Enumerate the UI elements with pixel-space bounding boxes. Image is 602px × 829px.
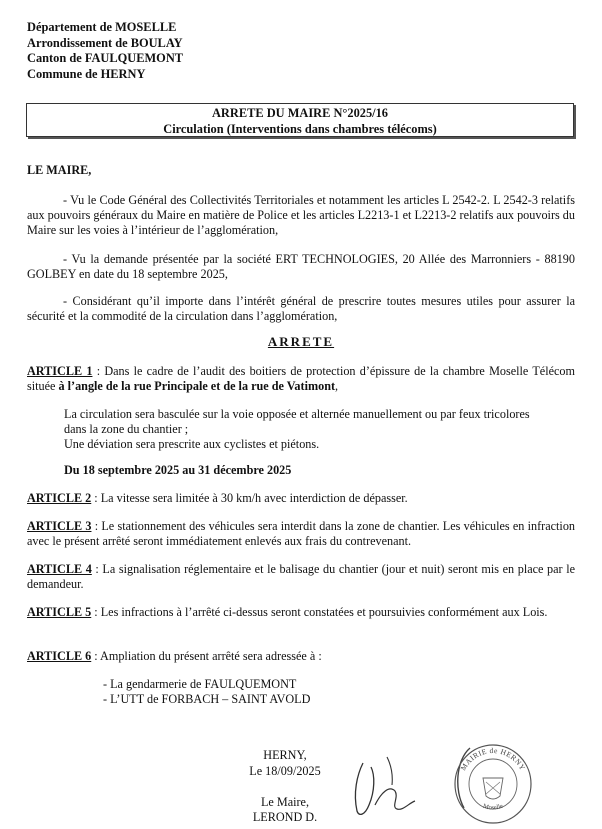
signature-role: Le Maire, — [260, 795, 310, 809]
article-4-label: ARTICLE 4 — [27, 562, 92, 576]
article-1-text: : Dans le cadre de l’audit des boitiers de protection d’épissure de la chambre Moselle Télécom située — [27, 364, 575, 393]
header-commune: Commune de HERNY — [27, 66, 146, 81]
article-1 — [27, 364, 575, 394]
article-5-text: : Les infractions à l’arrêté ci-dessus seront constatées et poursuivies conformément aux Lois. — [91, 605, 548, 619]
signature-place: HERNY, — [263, 748, 307, 762]
visa-1: - Vu le Code Général des Collectivités Territoriales et notamment les articles L 2542-2. L 2542-3 relatifs aux pouvoirs généraux du Maire en matière de Police et les articles L2213-1 et L2213-2 relatifs aux pouvoirs du Maire sur les voies à l’intérieur de l’agglomération, — [27, 193, 575, 237]
article-6-text: : Ampliation du présent arrêté sera adressée à : — [91, 649, 322, 663]
article-1-deviation: Une déviation sera prescrite aux cyclistes et piétons. — [64, 437, 320, 451]
article-2-label: ARTICLE 2 — [27, 491, 92, 505]
article-4 — [27, 562, 575, 592]
visa-2: - Vu la demande présentée par la société ERT TECHNOLOGIES, 20 Allée des Marronniers - 88190 GOLBEY en date du 18 septembre 2025, — [27, 252, 575, 281]
article-1-end: , — [335, 379, 339, 393]
decree-number: ARRETE DU MAIRE N°2025/16 — [211, 106, 389, 120]
article-5-label: ARTICLE 5 — [27, 605, 92, 619]
article-4-text: : La signalisation réglementaire et le balisage du chantier (jour et nuit) seront mis en place par le demandeur. — [27, 562, 575, 591]
article-1-location: à l’angle de la rue Principale et de la rue de Vatimont — [58, 379, 336, 393]
article-1-dates: Du 18 septembre 2025 au 31 décembre 2025 — [64, 463, 292, 477]
article-6-label: ARTICLE 6 — [27, 649, 92, 663]
recipient-gendarmerie: - La gendarmerie de FAULQUEMONT — [103, 677, 297, 691]
header-arrondissement: Arrondissement de BOULAY — [27, 35, 183, 50]
article-6 — [27, 649, 575, 664]
le-maire-heading: LE MAIRE, — [27, 163, 92, 177]
article-1-traffic: La circulation sera basculée sur la voie opposée et alternée manuellement ou par feux tricolores dans la zone du chantier ; — [64, 407, 530, 436]
article-2-text: : La vitesse sera limitée à 30 km/h avec interdiction de dépasser. — [91, 491, 408, 505]
header-department: Département de MOSELLE — [27, 20, 177, 34]
arrete-heading: ARRETE — [267, 334, 335, 349]
article-2 — [27, 491, 575, 506]
visa-3: - Considérant qu’il importe dans l’intérêt général de prescrire toutes mesures utiles pour assurer la sécurité et la commodité de la circulation dans l’agglomération, — [27, 294, 575, 323]
article-3 — [27, 519, 575, 549]
signature-date: Le 18/09/2025 — [249, 764, 321, 778]
title-box — [26, 103, 574, 137]
article-3-label: ARTICLE 3 — [27, 519, 92, 533]
header-canton: Canton de FAULQUEMONT — [27, 51, 184, 65]
article-3-text: : Le stationnement des véhicules sera interdit dans la zone de chantier. Les véhicules en infraction avec le présent arrêté seront immédiatement enlevés aux frais du contrevenant. — [27, 519, 576, 548]
signature-name: LEROND D. — [252, 810, 318, 824]
administrative-header — [27, 20, 183, 82]
svg-text:Moselle — [482, 803, 504, 812]
mayor-signature — [335, 745, 435, 823]
decree-subject: Circulation (Interventions dans chambres télécoms) — [163, 121, 437, 136]
stamp-bottom-text: Moselle — [482, 802, 504, 812]
stamp-top-text: MAIRIE de HERNY — [458, 745, 528, 773]
article-5 — [27, 605, 575, 620]
town-hall-stamp — [450, 738, 536, 826]
article-1-label: ARTICLE 1 — [27, 364, 93, 378]
recipient-utt: - L’UTT de FORBACH – SAINT AVOLD — [103, 692, 311, 706]
